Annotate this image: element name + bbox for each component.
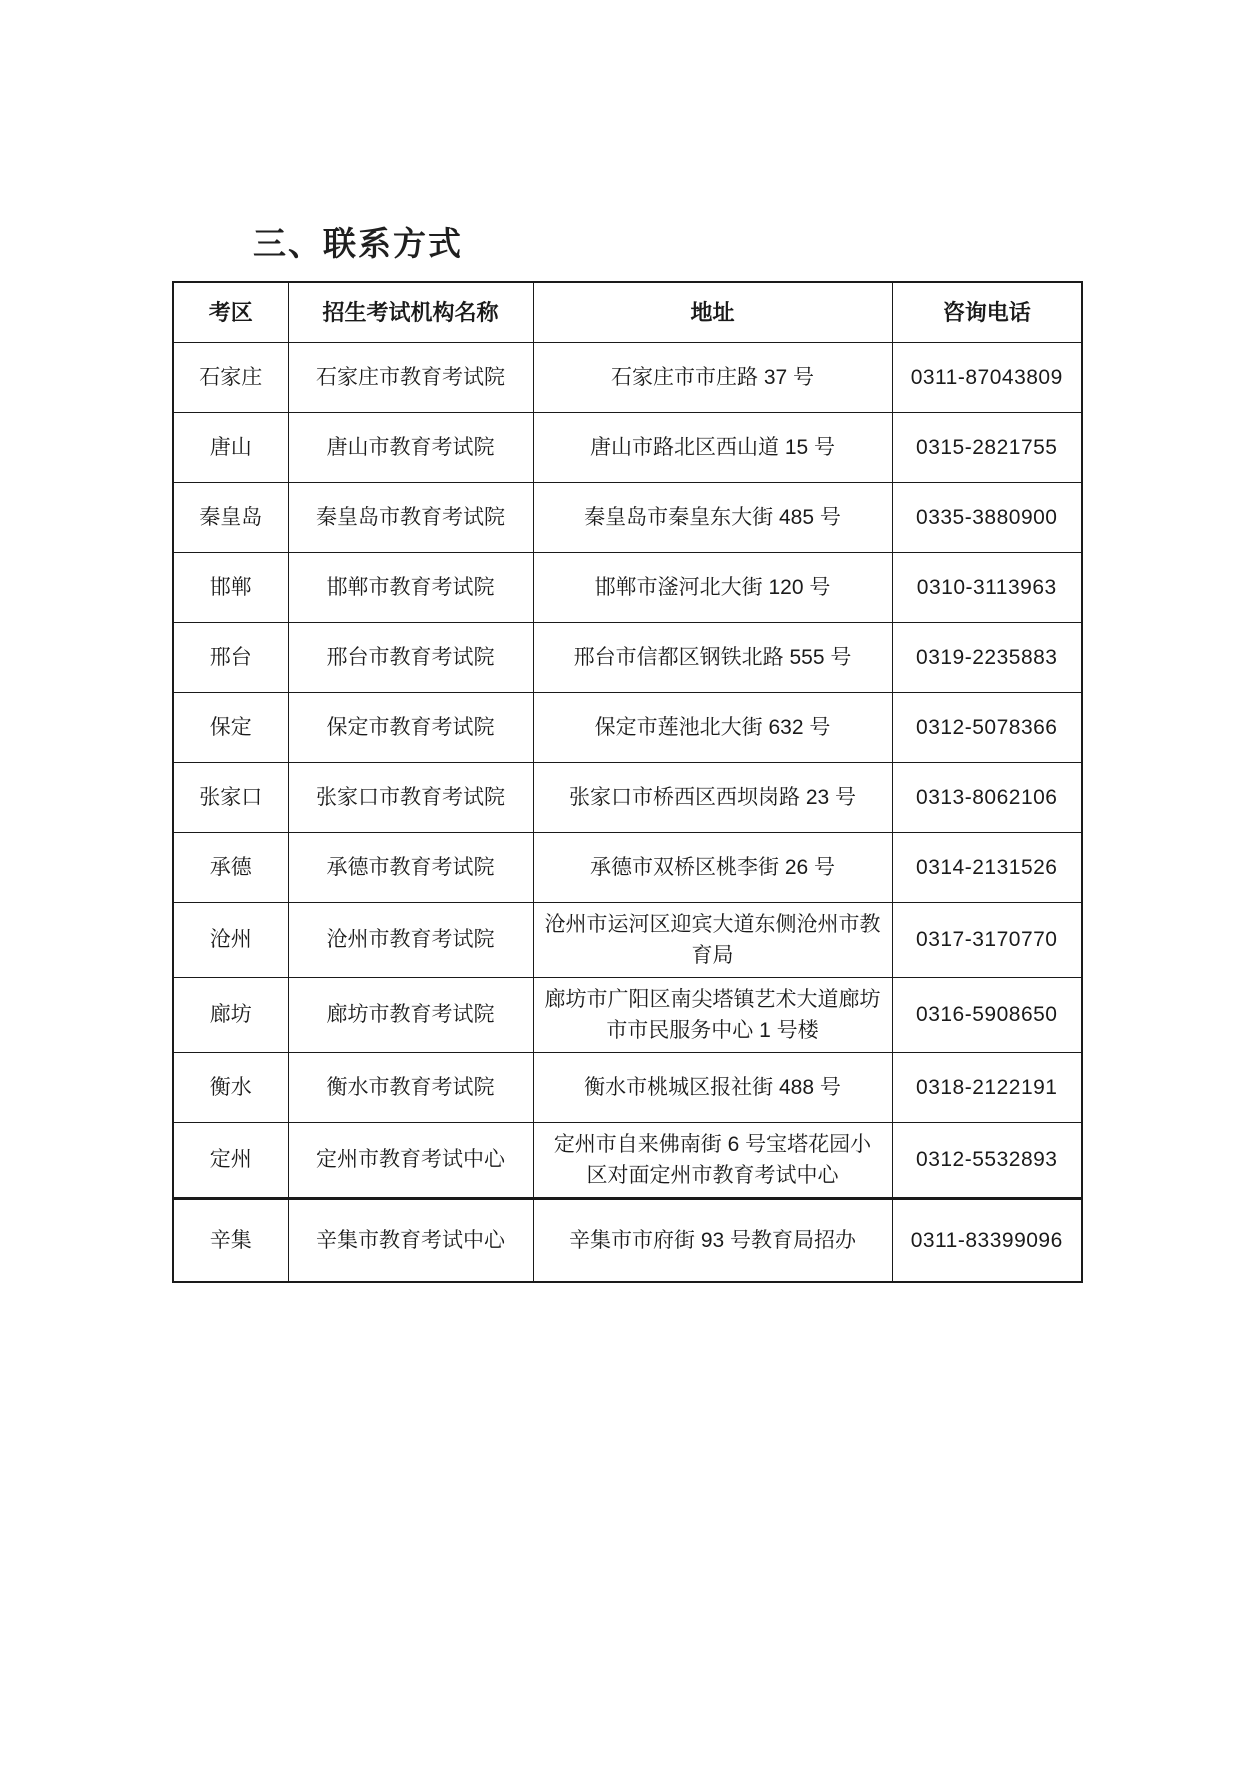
cell-address: 定州市自来佛南街 6 号宝塔花园小区对面定州市教育考试中心: [533, 1122, 892, 1198]
col-header-address: 地址: [533, 282, 892, 342]
table-row: [173, 482, 1082, 552]
cell-region: 辛集: [173, 1198, 288, 1282]
cell-institution: 邯郸市教育考试院: [288, 552, 533, 622]
cell-region: 邢台: [173, 622, 288, 692]
table-row: [173, 692, 1082, 762]
cell-institution: 辛集市教育考试中心: [288, 1198, 533, 1282]
table-row: [173, 902, 1082, 977]
cell-region: 沧州: [173, 902, 288, 977]
table-body: [173, 342, 1082, 1282]
cell-address: 廊坊市广阳区南尖塔镇艺术大道廊坊市市民服务中心 1 号楼: [533, 977, 892, 1052]
table-row: [173, 552, 1082, 622]
cell-institution: 张家口市教育考试院: [288, 762, 533, 832]
cell-address: 衡水市桃城区报社街 488 号: [533, 1052, 892, 1122]
cell-institution: 秦皇岛市教育考试院: [288, 482, 533, 552]
cell-institution: 邢台市教育考试院: [288, 622, 533, 692]
cell-region: 邯郸: [173, 552, 288, 622]
table-row: [173, 412, 1082, 482]
cell-address: 唐山市路北区西山道 15 号: [533, 412, 892, 482]
table-row: [173, 977, 1082, 1052]
contact-table: [172, 281, 1083, 1283]
cell-region: 廊坊: [173, 977, 288, 1052]
cell-region: 定州: [173, 1122, 288, 1198]
cell-address: 保定市莲池北大街 632 号: [533, 692, 892, 762]
cell-address: 张家口市桥西区西坝岗路 23 号: [533, 762, 892, 832]
cell-institution: 唐山市教育考试院: [288, 412, 533, 482]
col-header-region: 考区: [173, 282, 288, 342]
cell-institution: 定州市教育考试中心: [288, 1122, 533, 1198]
table-row: [173, 832, 1082, 902]
table-row: [173, 1122, 1082, 1198]
cell-institution: 衡水市教育考试院: [288, 1052, 533, 1122]
table-header-row: [173, 282, 1082, 342]
cell-region: 张家口: [173, 762, 288, 832]
cell-phone: 0313-8062106: [892, 762, 1082, 832]
cell-phone: 0318-2122191: [892, 1052, 1082, 1122]
cell-region: 衡水: [173, 1052, 288, 1122]
cell-institution: 保定市教育考试院: [288, 692, 533, 762]
cell-region: 承德: [173, 832, 288, 902]
cell-phone: 0335-3880900: [892, 482, 1082, 552]
cell-region: 石家庄: [173, 342, 288, 412]
cell-address: 邢台市信都区钢铁北路 555 号: [533, 622, 892, 692]
cell-institution: 承德市教育考试院: [288, 832, 533, 902]
cell-address: 辛集市市府街 93 号教育局招办: [533, 1198, 892, 1282]
cell-phone: 0310-3113963: [892, 552, 1082, 622]
cell-phone: 0317-3170770: [892, 902, 1082, 977]
cell-institution: 沧州市教育考试院: [288, 902, 533, 977]
cell-phone: 0312-5532893: [892, 1122, 1082, 1198]
cell-address: 沧州市运河区迎宾大道东侧沧州市教育局: [533, 902, 892, 977]
cell-phone: 0311-87043809: [892, 342, 1082, 412]
cell-institution: 廊坊市教育考试院: [288, 977, 533, 1052]
cell-phone: 0314-2131526: [892, 832, 1082, 902]
cell-address: 邯郸市滏河北大街 120 号: [533, 552, 892, 622]
cell-institution: 石家庄市教育考试院: [288, 342, 533, 412]
col-header-institution: 招生考试机构名称: [288, 282, 533, 342]
table-row: [173, 622, 1082, 692]
cell-address: 石家庄市市庄路 37 号: [533, 342, 892, 412]
table-row: [173, 342, 1082, 412]
col-header-phone: 咨询电话: [892, 282, 1082, 342]
cell-address: 承德市双桥区桃李街 26 号: [533, 832, 892, 902]
cell-address: 秦皇岛市秦皇东大街 485 号: [533, 482, 892, 552]
cell-phone: 0311-83399096: [892, 1198, 1082, 1282]
cell-region: 唐山: [173, 412, 288, 482]
table-row: [173, 1052, 1082, 1122]
table-row: [173, 762, 1082, 832]
page-title: 三、联系方式: [253, 225, 463, 262]
cell-phone: 0312-5078366: [892, 692, 1082, 762]
table-row: [173, 1198, 1082, 1282]
cell-region: 秦皇岛: [173, 482, 288, 552]
cell-phone: 0319-2235883: [892, 622, 1082, 692]
cell-region: 保定: [173, 692, 288, 762]
cell-phone: 0316-5908650: [892, 977, 1082, 1052]
cell-phone: 0315-2821755: [892, 412, 1082, 482]
